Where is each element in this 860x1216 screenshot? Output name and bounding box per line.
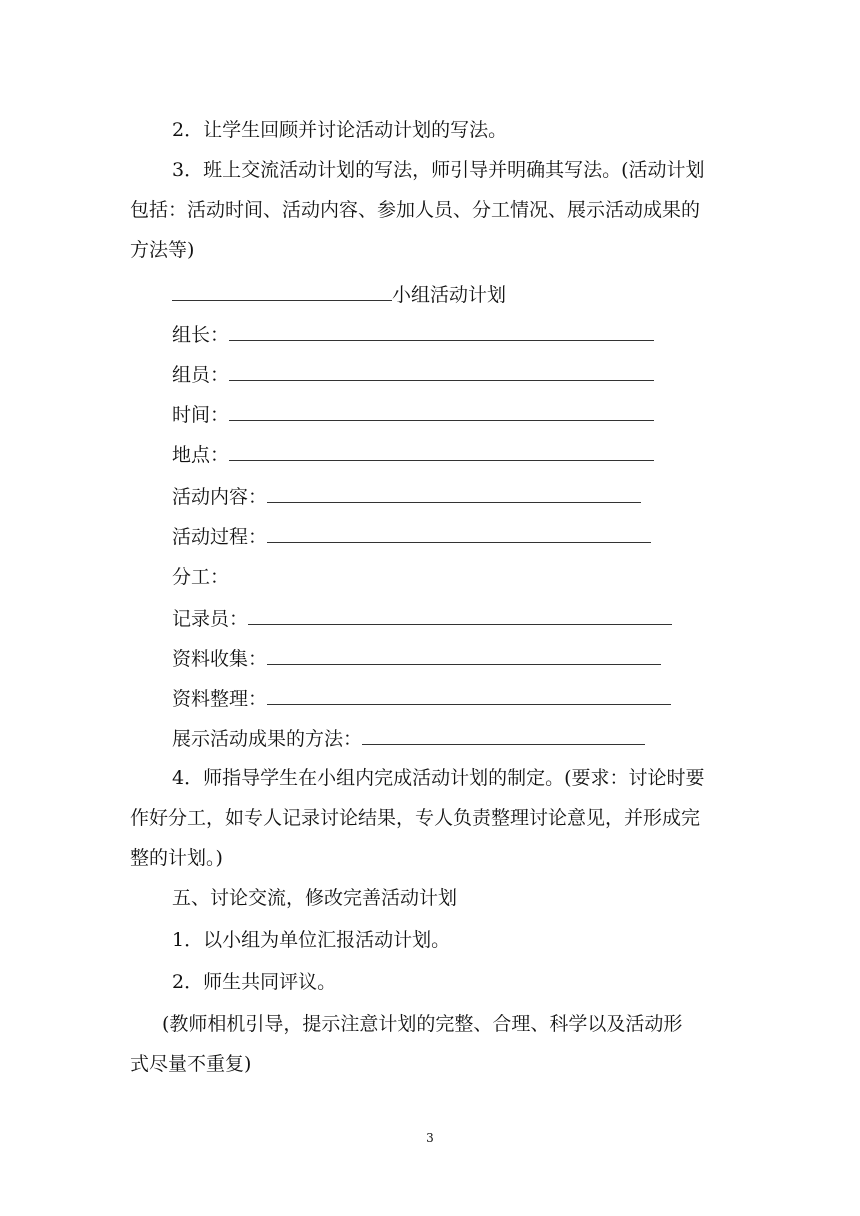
form-label-members: 组员：: [172, 364, 230, 386]
organize-blank: [267, 686, 671, 705]
note-line-1: (教师相机引导，提示注意计划的完整、合理、科学以及活动形: [162, 1013, 683, 1035]
collect-blank: [267, 646, 661, 665]
form-title: 小组活动计划: [392, 284, 507, 306]
form-label-recorder: 记录员：: [172, 608, 249, 630]
paragraph-step-4-line-3: 整的计划。): [130, 847, 223, 869]
form-row-organize: [172, 686, 671, 711]
form-title-row: [172, 282, 506, 307]
form-row-show: [172, 726, 645, 751]
recorder-blank: [248, 606, 672, 625]
form-label-collect: 资料收集：: [172, 648, 268, 670]
paragraph-step-2: 2．让学生回顾并讨论活动计划的写法。: [172, 119, 508, 141]
paragraph-step-3-line-1: 3．班上交流活动计划的写法，师引导并明确其写法。(活动计划: [172, 159, 705, 181]
form-label-organize: 资料整理：: [172, 688, 268, 710]
leader-blank: [229, 322, 654, 341]
paragraph-5-1: 1．以小组为单位汇报活动计划。: [172, 929, 451, 951]
group-name-blank: [172, 282, 392, 301]
form-label-show: 展示活动成果的方法：: [172, 728, 363, 750]
section-heading-5: 五、讨论交流，修改完善活动计划: [172, 887, 458, 909]
paragraph-step-3-line-3: 方法等): [130, 239, 195, 261]
members-blank: [229, 362, 654, 381]
paragraph-step-3-line-2: 包括：活动时间、活动内容、参加人员、分工情况、展示活动成果的: [130, 199, 701, 221]
form-row-content: [172, 484, 641, 509]
paragraph-5-2: 2．师生共同评议。: [172, 971, 337, 993]
page-number: 3: [426, 1131, 434, 1145]
form-row-time: [172, 402, 654, 427]
form-label-division: 分工：: [172, 566, 230, 588]
form-label-process: 活动过程：: [172, 526, 268, 548]
form-row-division: [172, 565, 229, 589]
content-blank: [267, 484, 641, 503]
paragraph-step-4-line-2: 作好分工，如专人记录讨论结果，专人负责整理讨论意见，并形成完: [130, 807, 701, 829]
time-blank: [229, 402, 654, 421]
form-row-place: [172, 442, 654, 467]
form-row-process: [172, 524, 651, 549]
form-label-time: 时间：: [172, 404, 230, 426]
form-label-content: 活动内容：: [172, 486, 268, 508]
place-blank: [229, 442, 654, 461]
form-row-members: [172, 362, 654, 387]
form-row-collect: [172, 646, 661, 671]
note-line-2: 式尽量不重复): [130, 1053, 252, 1075]
show-blank: [362, 726, 645, 745]
form-label-place: 地点：: [172, 444, 230, 466]
paragraph-step-4-line-1: 4．师指导学生在小组内完成活动计划的制定。(要求：讨论时要: [172, 767, 705, 789]
process-blank: [267, 524, 651, 543]
form-row-recorder: [172, 606, 672, 631]
form-row-leader: [172, 322, 654, 347]
form-label-leader: 组长：: [172, 324, 230, 346]
